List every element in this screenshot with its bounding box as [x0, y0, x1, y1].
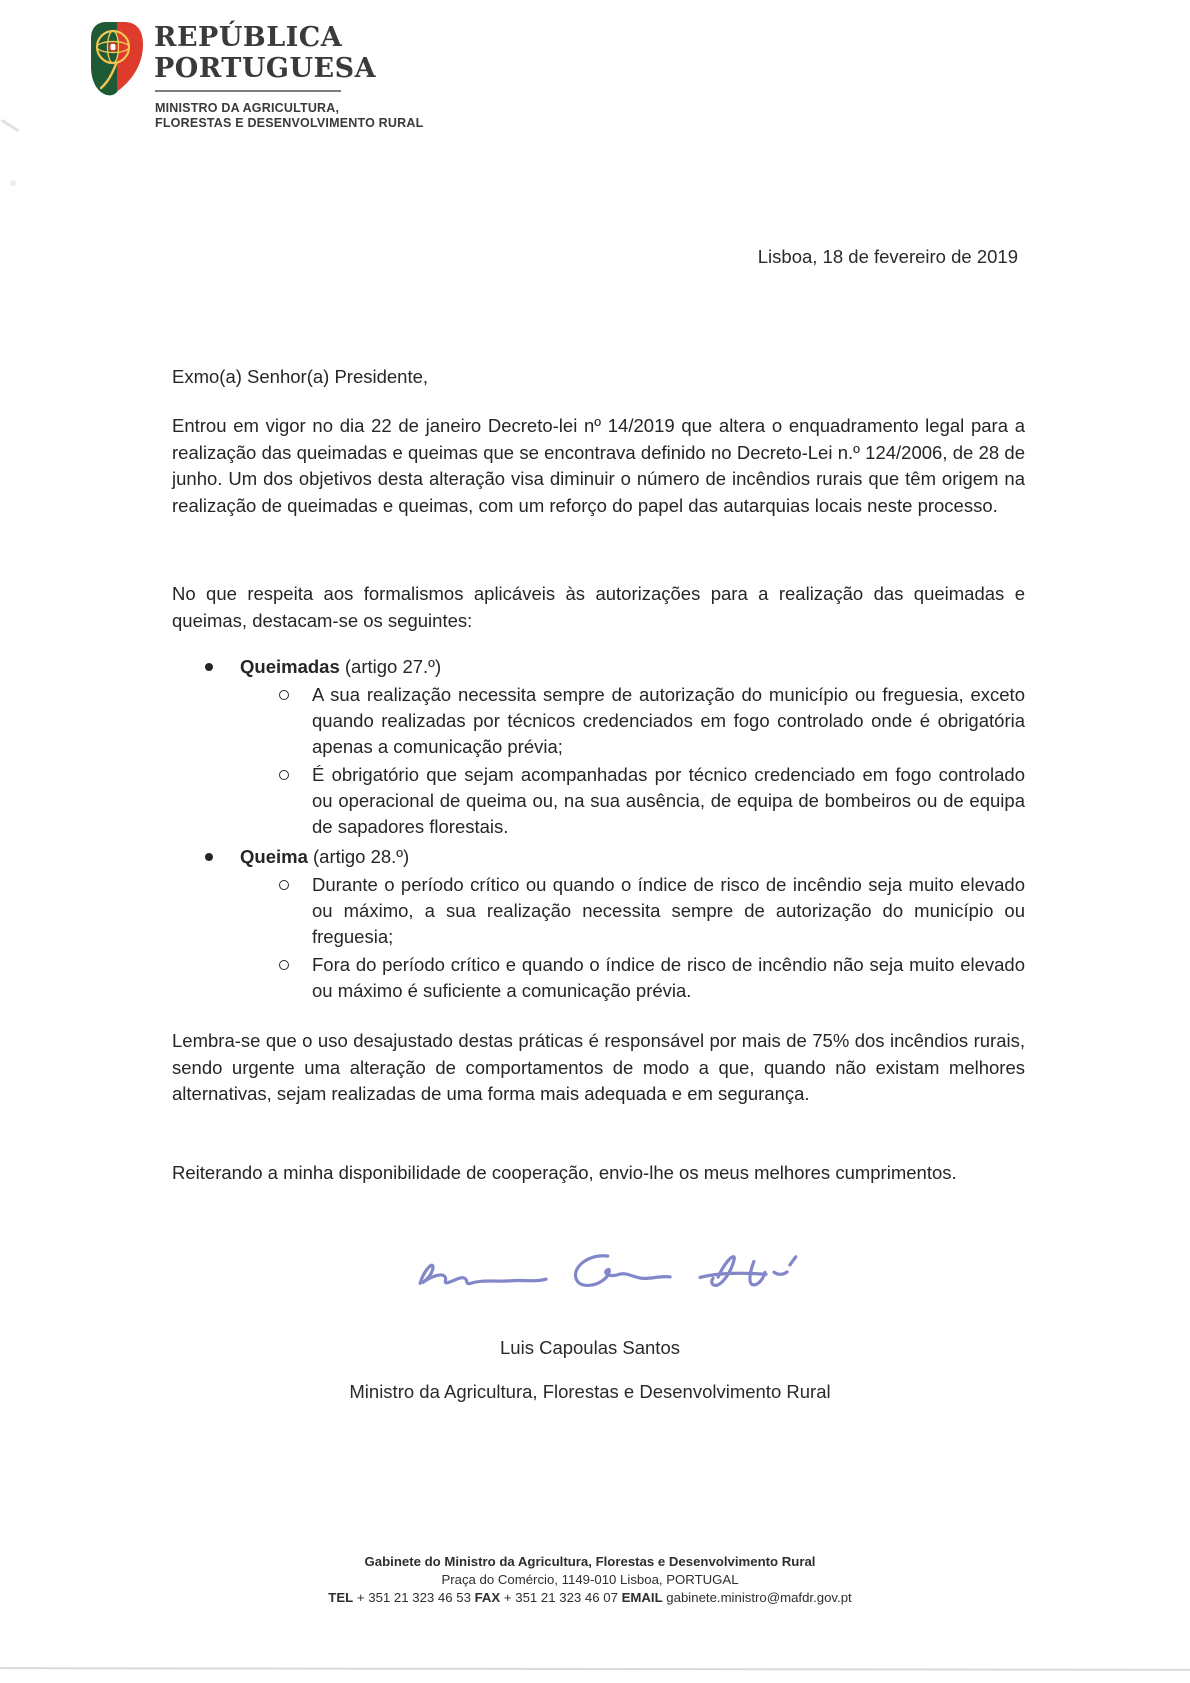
- signature-block: [0, 1244, 1190, 1307]
- signatory-name: Luis Capoulas Santos: [500, 1337, 680, 1358]
- paragraph-reminder: Lembra-se que o uso desajustado destas práticas é responsável por mais de 75% dos incêndios rurais, sendo urgente uma alteração de comportamentos de modo a que, quando não existam melhores alternativas, sejam realizadas de uma forma mais adequada e em segurança.: [172, 1030, 1025, 1104]
- footer-address: Praça do Comércio, 1149-010 Lisboa, PORTUGAL: [441, 1572, 739, 1587]
- republica-portuguesa-logo-icon: [86, 20, 144, 96]
- footer-office: Gabinete do Ministro da Agricultura, Florestas e Desenvolvimento Rural: [364, 1554, 816, 1569]
- header-divider: [155, 90, 341, 92]
- wordmark-line-1: REPÚBLICA: [154, 22, 343, 53]
- circle-bullet-icon: [279, 960, 289, 970]
- subitem-text: É obrigatório que sejam acompanhadas por técnico credenciado em fogo controlado ou operacional de queima ou, na sua ausência, de equipa de bombeiros ou de equipa de sapadores florestais.: [312, 764, 1025, 837]
- dateline: Lisboa, 18 de fevereiro de 2019: [757, 246, 1018, 267]
- ministry-line-2: FLORESTAS E DESENVOLVIMENTO RURAL: [155, 115, 424, 130]
- signatory-title: Ministro da Agricultura, Florestas e Desenvolvimento Rural: [349, 1381, 831, 1402]
- scan-scuff: [10, 180, 16, 186]
- bullet-queimadas: [172, 654, 1025, 680]
- fax-label: FAX: [474, 1590, 501, 1605]
- subitem-text: Durante o período crítico ou quando o índice de risco de incêndio seja muito elevado ou máximo, a sua realização necessita sempre de autorização do município ou freguesia;: [312, 874, 1025, 947]
- bullet-dot-icon: [205, 853, 213, 861]
- email-label: EMAIL: [621, 1590, 663, 1605]
- paragraph-closing: Reiterando a minha disponibilidade de cooperação, envio-lhe os meus melhores cumprimentos.: [172, 1162, 957, 1183]
- fax-number: + 351 21 323 46 07: [500, 1590, 622, 1605]
- circle-bullet-icon: [279, 880, 289, 890]
- bullet-queima: [172, 844, 1025, 870]
- subitem-queimadas-1: [172, 682, 1025, 760]
- ministry-name: [155, 101, 423, 130]
- scan-scuff: [1, 119, 20, 132]
- subitem-text: A sua realização necessita sempre de autorização do município ou freguesia, exceto quando realizadas por técnicos credenciados em fogo controlado onde é obrigatória apenas a comunicação prévia;: [312, 684, 1025, 757]
- subitem-text: Fora do período crítico e quando o índice de risco de incêndio não seja muito elevado ou máximo é suficiente a comunicação prévia.: [312, 954, 1025, 1001]
- bullet-dot-icon: [205, 663, 213, 671]
- subitem-queima-2: [172, 952, 1025, 1004]
- handwritten-signature-icon: [412, 1241, 813, 1306]
- paragraph-intro: Entrou em vigor no dia 22 de janeiro Decreto-lei nº 14/2019 que altera o enquadramento legal para a realização das queimadas e queimas que se encontrava definido no Decreto-Lei n.º 124/2006, de 28 de junho. Um dos objetivos desta alteração visa diminuir o número de incêndios rurais que têm origem na realização de queimadas e queimas, com um reforço do papel das autarquias locais neste processo.: [172, 415, 1025, 516]
- republic-wordmark: [154, 22, 376, 84]
- bullet-queimadas-title: Queimadas: [240, 656, 340, 677]
- tel-label: TEL: [328, 1590, 354, 1605]
- footer-contacts: [0, 1589, 1180, 1607]
- tel-number: + 351 21 323 46 53: [353, 1590, 475, 1605]
- bullet-list: [172, 650, 1025, 1006]
- bullet-queima-title: Queima: [240, 846, 308, 867]
- bullet-queima-article: (artigo 28.º): [307, 846, 410, 867]
- email-address: gabinete.ministro@mafdr.gov.pt: [662, 1590, 852, 1605]
- circle-bullet-icon: [279, 690, 289, 700]
- bullet-queimadas-article: (artigo 27.º): [339, 656, 442, 677]
- circle-bullet-icon: [279, 770, 289, 780]
- subitem-queimadas-2: [172, 762, 1025, 840]
- subitem-queima-1: [172, 872, 1025, 950]
- salutation: Exmo(a) Senhor(a) Presidente,: [172, 366, 429, 387]
- paragraph-formalisms: No que respeita aos formalismos aplicáveis às autorizações para a realização das queimadas e queimas, destacam-se os seguintes:: [172, 583, 1025, 631]
- scan-edge-line: [0, 1667, 1190, 1671]
- ministry-line-1: MINISTRO DA AGRICULTURA,: [155, 101, 340, 115]
- wordmark-line-2: PORTUGUESA: [154, 53, 377, 84]
- footer: [0, 1553, 1180, 1607]
